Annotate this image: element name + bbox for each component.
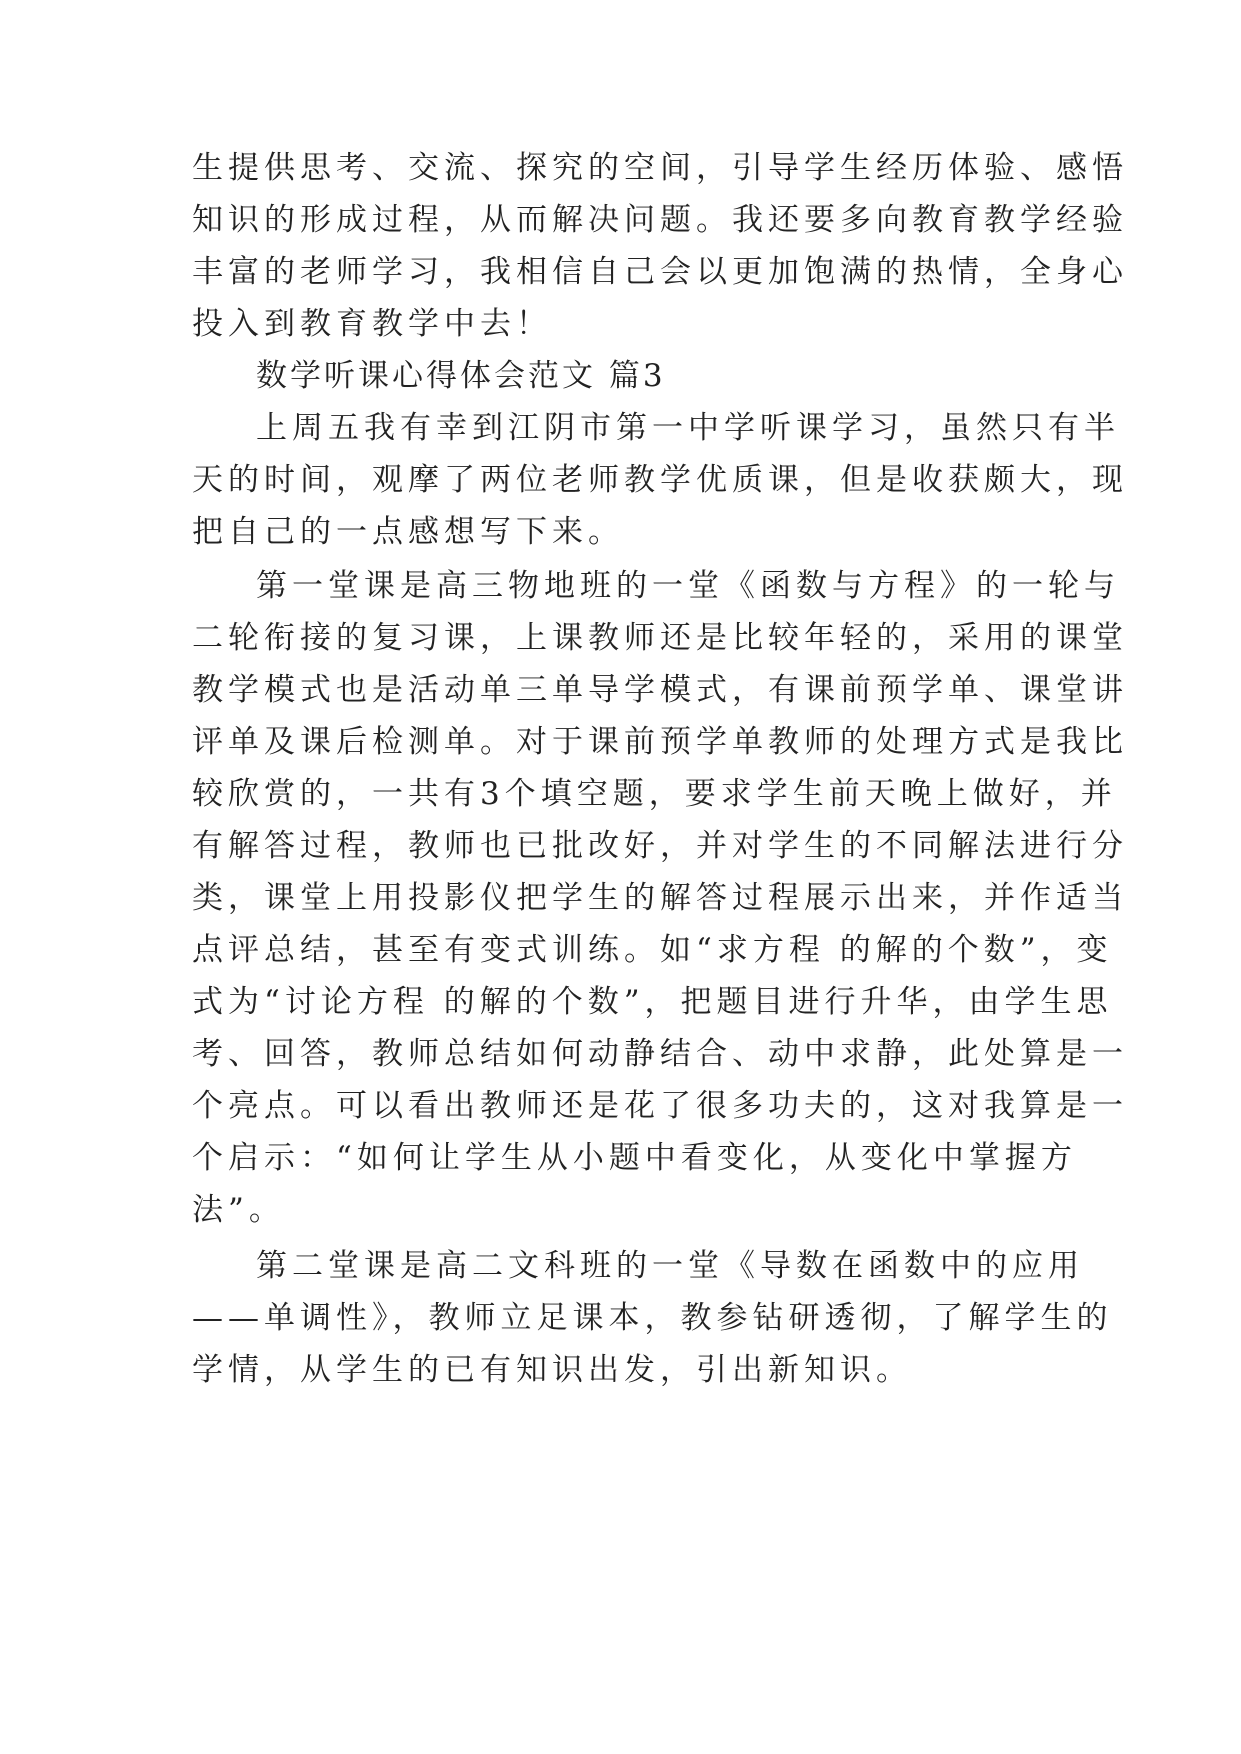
paragraph-line: 式为“讨论方程 的解的个数”，把题目进行升华，由学生思 xyxy=(192,984,1113,1020)
paragraph-line: 生提供思考、交流、探究的空间，引导学生经历体验、感悟 xyxy=(192,150,1128,186)
paragraph-line: 个亮点。可以看出教师还是花了很多功夫的，这对我算是一 xyxy=(192,1088,1128,1124)
paragraph-line: 学情，从学生的已有知识出发，引出新知识。 xyxy=(192,1352,912,1388)
paragraph-line: 丰富的老师学习，我相信自己会以更加饱满的热情，全身心 xyxy=(192,254,1128,290)
paragraph-line: 类，课堂上用投影仪把学生的解答过程展示出来，并作适当 xyxy=(192,880,1128,916)
paragraph-line: 评单及课后检测单。对于课前预学单教师的处理方式是我比 xyxy=(192,724,1128,760)
paragraph-line: 投入到教育教学中去！ xyxy=(192,306,552,342)
paragraph-line: 把自己的一点感想写下来。 xyxy=(192,514,624,550)
paragraph-line: 第一堂课是高三物地班的一堂《函数与方程》的一轮与 xyxy=(256,568,1120,604)
paragraph-line: 二轮衔接的复习课，上课教师还是比较年轻的，采用的课堂 xyxy=(192,620,1128,656)
paragraph-line: 上周五我有幸到江阴市第一中学听课学习，虽然只有半 xyxy=(256,410,1120,446)
paragraph-line: 点评总结，甚至有变式训练。如“求方程 的解的个数”，变 xyxy=(192,932,1113,968)
paragraph-line: 考、回答，教师总结如何动静结合、动中求静，此处算是一 xyxy=(192,1036,1128,1072)
paragraph-line: 教学模式也是活动单三单导学模式，有课前预学单、课堂讲 xyxy=(192,672,1128,708)
paragraph-line: 有解答过程，教师也已批改好，并对学生的不同解法进行分 xyxy=(192,828,1128,864)
paragraph-line: 个启示：“如何让学生从小题中看变化，从变化中掌握方 xyxy=(192,1140,1077,1176)
paragraph-line: 第二堂课是高二文科班的一堂《导数在函数中的应用 xyxy=(256,1248,1084,1284)
paragraph-line: 法”。 xyxy=(192,1192,285,1228)
paragraph-line: 较欣赏的，一共有3个填空题，要求学生前天晚上做好，并 xyxy=(192,776,1117,812)
paragraph-line: 天的时间，观摩了两位老师教学优质课，但是收获颇大，现 xyxy=(192,462,1128,498)
section-heading: 数学听课心得体会范文 篇3 xyxy=(256,358,666,394)
paragraph-line: 知识的形成过程，从而解决问题。我还要多向教育教学经验 xyxy=(192,202,1128,238)
paragraph-line: ——单调性》，教师立足课本，教参钻研透彻，了解学生的 xyxy=(192,1300,1113,1336)
